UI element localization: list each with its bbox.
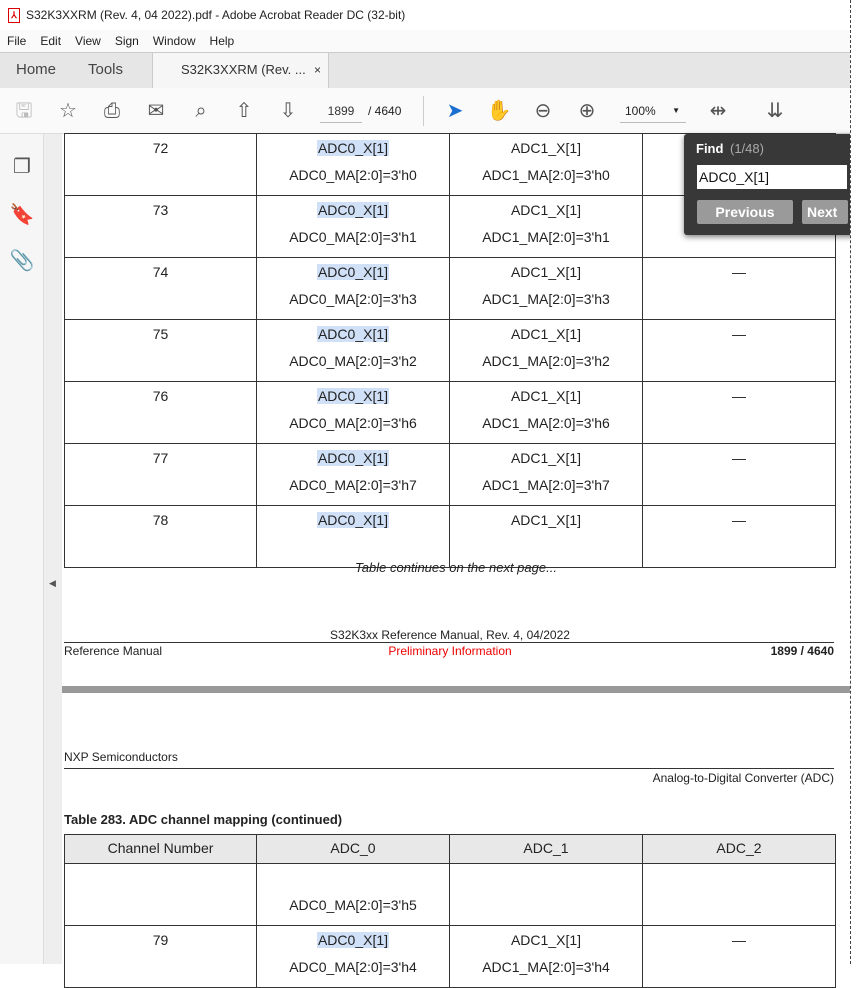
title-bar — [0, 0, 850, 30]
cell-text: ADC0_X[1] — [317, 450, 389, 466]
document-viewer[interactable] — [62, 134, 850, 975]
tab-bar — [0, 52, 850, 88]
zoom-in-icon[interactable]: ⊕ — [578, 100, 596, 122]
pages-icon[interactable]: ❐ — [13, 156, 31, 178]
cell-text: 76 — [152, 388, 169, 404]
table-cell — [643, 506, 836, 568]
cell-text: — — [732, 450, 746, 466]
table-cell — [257, 320, 450, 382]
page-fit-icon[interactable]: ⇹ — [709, 100, 727, 122]
menu-help[interactable]: Help — [209, 34, 235, 48]
cell-text: 73 — [152, 202, 169, 218]
cell-text: ADC1_MA[2:0]=3'h6 — [482, 415, 610, 431]
menu-bar — [0, 30, 850, 52]
table-cell — [257, 196, 450, 258]
table-cell — [65, 926, 257, 988]
table-cell — [450, 196, 643, 258]
table-cell — [450, 382, 643, 444]
table-cell — [65, 382, 257, 444]
column-header: ADC_0 — [257, 835, 450, 864]
cell-text: ADC0_X[1] — [317, 326, 389, 342]
cell-text: ADC0_MA[2:0]=3'h0 — [289, 167, 417, 183]
table-cell — [257, 258, 450, 320]
tab-tools[interactable]: Tools — [88, 61, 124, 78]
table-row — [65, 926, 836, 988]
bookmark-star-icon[interactable]: ☆ — [59, 100, 77, 122]
close-icon[interactable]: × — [313, 63, 321, 77]
header-right: Analog-to-Digital Converter (ADC) — [652, 771, 834, 785]
toolbar — [0, 88, 850, 134]
cell-text: — — [732, 326, 746, 342]
cell-text: ADC1_X[1] — [510, 388, 582, 404]
zoom-value: 100% — [625, 104, 656, 118]
zoom-select[interactable] — [620, 101, 686, 123]
column-header: ADC_2 — [643, 835, 836, 864]
cell-text: — — [732, 388, 746, 404]
tab-document[interactable] — [152, 53, 329, 89]
footer-title: S32K3xx Reference Manual, Rev. 4, 04/2022 — [330, 628, 570, 642]
cell-text: ADC0_X[1] — [317, 140, 389, 156]
cell-text: ADC0_X[1] — [317, 202, 389, 218]
footer-left: Reference Manual — [64, 644, 163, 658]
cell-text: ADC1_MA[2:0]=3'h1 — [482, 229, 610, 245]
chevron-down-icon: ▼ — [672, 106, 680, 115]
table-row — [65, 320, 836, 382]
cell-text: ADC0_X[1] — [317, 264, 389, 280]
cell-text: ADC0_X[1] — [317, 388, 389, 404]
table-cell — [450, 258, 643, 320]
footer-page-number: 1899 / 4640 — [770, 644, 834, 658]
menu-sign[interactable]: Sign — [114, 34, 139, 48]
cell-text: ADC1_X[1] — [510, 140, 582, 156]
table-cell — [450, 506, 643, 568]
menu-window[interactable]: Window — [152, 34, 196, 48]
cell-text: 75 — [152, 326, 169, 342]
find-label: Find — [696, 141, 724, 156]
cell-text: ADC0_MA[2:0]=3'h1 — [289, 229, 417, 245]
table-cell — [643, 320, 836, 382]
page-separator — [62, 686, 850, 693]
zoom-out-icon[interactable]: ⊖ — [534, 100, 552, 122]
cell-text: ADC1_MA[2:0]=3'h7 — [482, 477, 610, 493]
table-cell — [643, 444, 836, 506]
table-cell — [257, 506, 450, 568]
table-cell — [65, 258, 257, 320]
find-next-button[interactable]: Next — [802, 200, 848, 224]
table-row — [65, 382, 836, 444]
window-title: S32K3XXRM (Rev. 4, 04 2022).pdf - Adobe Acrobat Reader DC (32-bit) — [26, 8, 406, 22]
header-rule — [64, 768, 834, 769]
print-icon[interactable]: ⎙ — [104, 100, 120, 122]
cell-text: ADC0_X[1] — [317, 932, 389, 948]
tab-home[interactable]: Home — [16, 61, 57, 78]
cell-text: ADC1_X[1] — [510, 450, 582, 466]
left-navigation-pane — [0, 134, 44, 964]
cell-text: — — [732, 264, 746, 280]
table-cell — [257, 864, 450, 926]
cell-text: ADC1_X[1] — [510, 932, 582, 948]
cell-text: ADC0_MA[2:0]=3'h6 — [289, 415, 417, 431]
find-panel — [684, 134, 857, 235]
table-cell — [643, 258, 836, 320]
cell-text: ADC1_X[1] — [510, 326, 582, 342]
table-cell — [257, 382, 450, 444]
table-cell — [65, 134, 257, 196]
table-cell — [65, 506, 257, 568]
collapse-arrow-icon[interactable]: ◀ — [49, 578, 56, 588]
cell-text: ADC0_X[1] — [317, 512, 389, 528]
table-cell — [257, 444, 450, 506]
cell-text: ADC0_MA[2:0]=3'h4 — [289, 959, 417, 975]
table-caption: Table 283. ADC channel mapping (continued) — [64, 812, 343, 827]
scroll-mode-icon[interactable]: ⇊ — [766, 100, 784, 122]
cell-text: ADC0_MA[2:0]=3'h3 — [289, 291, 417, 307]
table-cell — [450, 926, 643, 988]
table-row — [65, 506, 836, 568]
footer-rule — [64, 642, 834, 643]
menu-view[interactable]: View — [75, 34, 101, 48]
cell-text: 77 — [152, 450, 169, 466]
search-icon[interactable]: ⌕ — [195, 100, 207, 122]
table-cell — [643, 926, 836, 988]
table-row — [65, 444, 836, 506]
bookmarks-icon[interactable]: 🔖 — [9, 204, 35, 226]
find-count: (1/48) — [730, 141, 764, 156]
attachments-icon[interactable]: 📎 — [9, 250, 35, 272]
select-cursor-icon[interactable]: ➤ — [446, 100, 464, 122]
pane-collapse-strip[interactable] — [44, 134, 62, 964]
menu-edit[interactable]: Edit — [40, 34, 62, 48]
table-row — [65, 864, 836, 926]
column-header: ADC_1 — [450, 835, 643, 864]
table-cell — [450, 134, 643, 196]
table-cell — [450, 864, 643, 926]
cell-text: ADC0_MA[2:0]=3'h5 — [289, 897, 417, 913]
table-cell — [65, 320, 257, 382]
table-cell — [643, 382, 836, 444]
toolbar-divider — [423, 96, 424, 126]
torn-edge — [850, 0, 857, 964]
header-left: NXP Semiconductors — [64, 750, 178, 764]
previous-page-icon[interactable]: ⇧ — [235, 100, 253, 122]
column-header: Channel Number — [65, 835, 257, 864]
save-icon[interactable]: 🖫 — [15, 100, 33, 122]
channel-mapping-table-page2 — [64, 834, 836, 988]
table-continues-note: Table continues on the next page... — [355, 560, 557, 575]
cell-text: ADC1_MA[2:0]=3'h2 — [482, 353, 610, 369]
cell-text: ADC1_X[1] — [510, 512, 582, 528]
table-cell — [450, 444, 643, 506]
table-cell — [450, 320, 643, 382]
table-cell — [257, 926, 450, 988]
cell-text: ADC0_MA[2:0]=3'h7 — [289, 477, 417, 493]
cell-text: ADC1_X[1] — [510, 264, 582, 280]
footer-preliminary: Preliminary Information — [388, 644, 512, 658]
cell-text: 74 — [152, 264, 169, 280]
hand-tool-icon[interactable]: ✋ — [486, 100, 512, 122]
table-cell — [65, 864, 257, 926]
cell-text: ADC0_MA[2:0]=3'h2 — [289, 353, 417, 369]
cell-text: ADC1_MA[2:0]=3'h0 — [482, 167, 610, 183]
table-cell — [65, 444, 257, 506]
cell-text: ADC1_MA[2:0]=3'h3 — [482, 291, 610, 307]
pdf-icon: ⅄ — [8, 8, 20, 23]
page-number-input[interactable]: 1899 — [320, 101, 362, 123]
tab-document-label: S32K3XXRM (Rev. ... — [181, 62, 306, 77]
find-input[interactable]: ADC0_X[1] — [697, 165, 847, 189]
cell-text: — — [732, 932, 746, 948]
cell-text: 79 — [152, 932, 169, 948]
table-cell — [65, 196, 257, 258]
cell-text: ADC1_MA[2:0]=3'h4 — [482, 959, 610, 975]
cell-text: 78 — [152, 512, 169, 528]
table-row — [65, 258, 836, 320]
table-cell — [257, 134, 450, 196]
next-page-icon[interactable]: ⇩ — [279, 100, 297, 122]
email-icon[interactable]: ✉ — [147, 100, 165, 122]
menu-file[interactable]: File — [7, 34, 27, 48]
cell-text: 72 — [152, 140, 169, 156]
cell-text: ADC1_X[1] — [510, 202, 582, 218]
page-total: / 4640 — [368, 104, 402, 118]
find-previous-button[interactable]: Previous — [697, 200, 793, 224]
table-cell — [643, 864, 836, 926]
cell-text: — — [732, 512, 746, 528]
